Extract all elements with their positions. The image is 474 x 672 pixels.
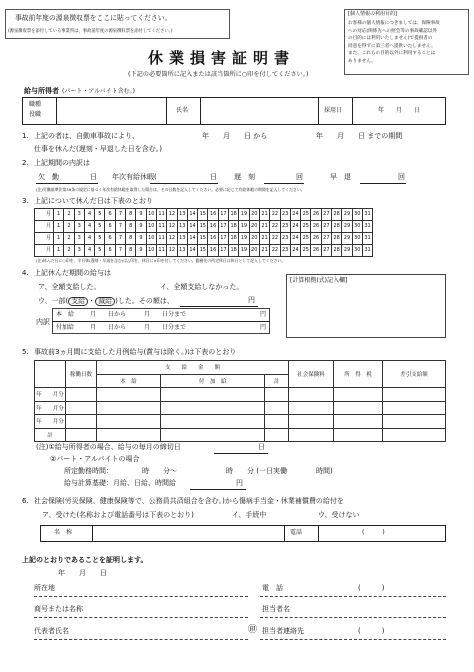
calendar-day[interactable]: 25 [301, 209, 311, 221]
s2-paid-day[interactable]: 日 [210, 173, 217, 181]
s5-note-4: 給与計算基礎：月給、日給、時間給 [64, 479, 176, 487]
calendar-day[interactable]: 2 [64, 221, 74, 233]
calendar-day[interactable]: 7 [115, 221, 125, 233]
calendar-day[interactable]: 28 [332, 245, 342, 257]
s6-name-field[interactable] [96, 528, 280, 540]
cert-staff-label: 担当者名 [262, 605, 290, 613]
calendar-day[interactable]: 19 [239, 221, 249, 233]
cell[interactable] [265, 401, 289, 415]
calendar-day[interactable]: 29 [342, 221, 352, 233]
calendar-day[interactable]: 26 [311, 245, 321, 257]
s4-base-range[interactable]: 月 日から 月 日分まで [90, 311, 187, 318]
calendar-day[interactable]: 19 [239, 245, 249, 257]
calendar-day[interactable]: 26 [311, 209, 321, 221]
calendar-day[interactable]: 24 [290, 245, 300, 257]
calendar-day[interactable]: 4 [84, 245, 94, 257]
calendar-day[interactable]: 14 [187, 245, 197, 257]
calendar-day[interactable]: 20 [249, 209, 259, 221]
s4-cut-oval[interactable]: 減給 [95, 297, 115, 306]
s1-to-date[interactable]: 年 月 日 までの期間 [316, 132, 403, 140]
s1-line1: 上記の者は、自動車事故により、 [34, 132, 139, 140]
name-label: 氏名 [176, 107, 189, 114]
calendar-day[interactable]: 31 [362, 209, 372, 221]
hdr-social: 社会保険料 [289, 361, 334, 388]
calendar-day[interactable]: 1 [54, 233, 64, 245]
hdr-net: 差引支給額 [383, 361, 446, 388]
calendar-day[interactable]: 11 [156, 221, 166, 233]
calendar-day[interactable]: 25 [301, 245, 311, 257]
privacy-line: 同意を得ずに第三者へ提供いたしません。 [348, 43, 436, 49]
calendar-day[interactable]: 28 [332, 221, 342, 233]
hdr-total: 計 [265, 374, 289, 388]
calendar-day[interactable]: 20 [249, 245, 259, 257]
calendar-day[interactable]: 2 [64, 233, 74, 245]
cell[interactable] [383, 415, 446, 429]
calendar-row [35, 209, 373, 221]
calendar-day[interactable]: 3 [74, 221, 84, 233]
calendar-day[interactable]: 22 [270, 233, 280, 245]
document-subtitle: (下記の必要箇所に記入または該当箇所に○印を付してください。) [128, 71, 309, 78]
s4-base-label: 本 給 [56, 311, 75, 318]
position-label-2: 役職 [29, 111, 42, 118]
cell[interactable] [161, 415, 265, 429]
calendar-day[interactable]: 5 [95, 233, 105, 245]
s3-num: 3. [22, 197, 29, 205]
calendar-day[interactable]: 11 [156, 209, 166, 221]
calendar-row [35, 245, 373, 257]
cell[interactable] [161, 388, 265, 402]
calendar-day[interactable]: 9 [136, 221, 146, 233]
calendar-day[interactable]: 21 [259, 209, 269, 221]
privacy-line: への対応(関係先への照会等の事故確認以外 [348, 28, 438, 34]
calendar-day[interactable]: 31 [362, 221, 372, 233]
calendar-day[interactable]: 8 [126, 233, 136, 245]
s2-late-label: 遅 刻 [234, 173, 255, 181]
document-title: 休業損害証明書 [148, 49, 296, 67]
calendar-day[interactable]: 12 [167, 245, 177, 257]
table-row-total [35, 428, 446, 442]
s4-yen: 円 [248, 296, 255, 304]
cell[interactable] [334, 415, 383, 429]
calendar-day[interactable]: 25 [301, 233, 311, 245]
cert-rep-label: 代表者氏名 [34, 627, 69, 635]
calendar-day[interactable]: 3 [74, 233, 84, 245]
s5-line1: 事故前3ヵ月間に支給した月例給与(賞与は除く。)は下表のとおり [34, 348, 237, 356]
s2-note: (注)労働基準法第39条の規定に基づく年次有給休暇を取得した場合は、その日数を記入してください。必要に応じて有給休暇の期間を記入してください。 [36, 187, 305, 192]
row-month: 年 月分 [35, 401, 66, 415]
s6-num: 6. [22, 497, 29, 505]
s2-absence-label: 欠 勤 [38, 173, 59, 181]
calendar-day[interactable]: 10 [146, 245, 156, 257]
calendar-day[interactable]: 23 [280, 233, 290, 245]
calendar-day[interactable]: 13 [177, 245, 187, 257]
cert-phone-field[interactable]: ( ) [358, 584, 385, 592]
calendar-day[interactable]: 27 [321, 209, 331, 221]
cell[interactable] [289, 428, 334, 442]
row-month: 年 月分 [35, 388, 66, 402]
s5-note-2: ②パート・アルバイトの場合 [50, 455, 140, 463]
cert-company-label: 商号または名称 [34, 605, 83, 613]
cert-statement: 上記のとおりであることを証明します。 [22, 556, 148, 564]
calendar-day[interactable]: 9 [136, 245, 146, 257]
privacy-lines [348, 20, 440, 65]
calendar-day[interactable]: 9 [136, 209, 146, 221]
calendar-day[interactable]: 16 [208, 221, 218, 233]
s5-note-3: 所定勤務時間： [64, 467, 113, 475]
calendar-day[interactable]: 29 [342, 233, 352, 245]
hire-date-field[interactable]: 年 月 日 [378, 107, 421, 114]
privacy-line: ありません。 [348, 58, 376, 64]
cell[interactable] [66, 428, 97, 442]
calendar-day[interactable]: 6 [105, 245, 115, 257]
cert-staff-tel-field[interactable]: ( ) [358, 627, 385, 635]
s5-note-1-day[interactable]: 日 [258, 443, 265, 451]
calendar-day[interactable]: 17 [218, 233, 228, 245]
s4-base-yen: 円 [260, 311, 267, 318]
s6-tel-label: 電話 [290, 529, 303, 536]
calendar-day[interactable]: 31 [362, 245, 372, 257]
calendar-day[interactable]: 21 [259, 221, 269, 233]
row-total: 計 [35, 428, 66, 442]
calendar-day[interactable]: 7 [115, 245, 125, 257]
cell[interactable] [265, 388, 289, 402]
s4-allow-yen: 円 [260, 324, 267, 331]
cell[interactable] [97, 415, 161, 429]
calendar-day[interactable]: 1 [54, 245, 64, 257]
calendar-day[interactable]: 30 [352, 233, 362, 245]
cell[interactable] [265, 428, 289, 442]
privacy-title: [個人情報の利用目的] [348, 11, 397, 17]
calendar-day[interactable]: 5 [95, 221, 105, 233]
cell[interactable] [66, 415, 97, 429]
s1-from-date[interactable]: 年 月 日 から [202, 132, 268, 140]
calendar-day[interactable]: 21 [259, 233, 269, 245]
cell[interactable] [289, 401, 334, 415]
calendar-row [35, 233, 373, 245]
cell[interactable] [334, 388, 383, 402]
calendar-day[interactable]: 16 [208, 233, 218, 245]
hdr-tax: 所 得 税 [334, 361, 383, 388]
calendar-day[interactable]: 18 [229, 221, 239, 233]
calendar-day[interactable]: 4 [84, 209, 94, 221]
calendar-day[interactable]: 8 [126, 245, 136, 257]
calendar-day[interactable]: 27 [321, 233, 331, 245]
calc-basis-title: [計算根拠(式)記入欄] [290, 277, 348, 284]
calendar-day[interactable]: 18 [229, 245, 239, 257]
cell[interactable] [66, 401, 97, 415]
absence-calendar [34, 208, 373, 257]
s1-line2: 仕事を休んだ(遅刻・早退した日を含む。) [34, 145, 162, 153]
calendar-day[interactable]: 26 [311, 221, 321, 233]
seal-icon: ㊞ [248, 625, 258, 635]
calendar-day[interactable]: 10 [146, 209, 156, 221]
s5-note-3-start[interactable]: 時 分〜 [142, 467, 177, 475]
calendar-day[interactable]: 14 [187, 233, 197, 245]
privacy-line: の目的には利用いたしません)で提供者の [348, 36, 433, 41]
calendar-day[interactable]: 1 [54, 209, 64, 221]
calendar-day[interactable]: 18 [229, 209, 239, 221]
table-row [35, 401, 446, 415]
calendar-day[interactable]: 10 [146, 221, 156, 233]
cert-staff-tel-label: 担当者連絡先 [262, 627, 304, 635]
s4-u-post: )した。その額は、 [115, 297, 174, 305]
calendar-day[interactable]: 22 [270, 245, 280, 257]
calendar-day[interactable]: 30 [352, 209, 362, 221]
cell[interactable] [265, 415, 289, 429]
s6-tel-field[interactable]: ( ) [362, 529, 385, 536]
table-row [35, 415, 446, 429]
position-field[interactable] [60, 102, 160, 120]
calendar-day[interactable]: 19 [239, 233, 249, 245]
s4-allow-range[interactable]: 月 日から 月 日分まで [90, 324, 187, 331]
s4-u-pre: ウ、一部( [38, 297, 69, 305]
calendar-day[interactable]: 3 [74, 245, 84, 257]
position-label-1: 職種 [29, 101, 42, 108]
calendar-month-label[interactable]: 月 [35, 221, 54, 233]
calendar-day[interactable]: 13 [177, 233, 187, 245]
s6-option-u[interactable]: ウ、受けない [318, 511, 360, 519]
cell[interactable] [97, 388, 161, 402]
calendar-day[interactable]: 30 [352, 221, 362, 233]
calendar-day[interactable]: 19 [239, 209, 249, 221]
calendar-day[interactable]: 17 [218, 209, 228, 221]
calendar-day[interactable]: 21 [259, 245, 269, 257]
calendar-day[interactable]: 10 [146, 233, 156, 245]
calendar-day[interactable]: 12 [167, 209, 177, 221]
calendar-day[interactable]: 15 [198, 233, 208, 245]
calendar-day[interactable]: 31 [362, 233, 372, 245]
cell[interactable] [383, 388, 446, 402]
cell[interactable] [289, 415, 334, 429]
cell[interactable] [97, 401, 161, 415]
calendar-day[interactable]: 23 [280, 221, 290, 233]
s5-note-3-end[interactable]: 時 分 (一日実働 [226, 467, 287, 475]
s4-allow-label: 付加給 [56, 324, 75, 331]
calendar-day[interactable]: 7 [115, 233, 125, 245]
calendar-day[interactable]: 15 [198, 245, 208, 257]
calendar-day[interactable]: 22 [270, 209, 280, 221]
calendar-day[interactable]: 5 [95, 209, 105, 221]
s5-note-3-hours[interactable]: 時間) [316, 467, 333, 475]
calendar-day[interactable]: 2 [64, 245, 74, 257]
calendar-day[interactable]: 20 [249, 233, 259, 245]
calendar-day[interactable]: 29 [342, 245, 352, 257]
calendar-day[interactable]: 3 [74, 209, 84, 221]
s4-pay-oval[interactable]: 支給 [68, 297, 88, 306]
s6-option-a[interactable]: ア、受けた(名称および電話番号は下表のとおり) [42, 511, 194, 519]
notice-line-1: 事故前年度の源泉徴収票をここに貼ってください。 [15, 14, 172, 22]
s2-absence-day[interactable]: 日 [90, 173, 97, 181]
cell[interactable] [289, 388, 334, 402]
calendar-day[interactable]: 16 [208, 245, 218, 257]
cell[interactable] [334, 401, 383, 415]
table-row [35, 388, 446, 402]
s6-line1: 社会保険(労災保険、健康保険等で、公務員共済組合を含む。)から傷病手当金・休業補償費の給付を [34, 497, 344, 505]
name-field[interactable] [205, 102, 313, 120]
calendar-day[interactable]: 5 [95, 245, 105, 257]
cell[interactable] [161, 428, 265, 442]
calendar-day[interactable]: 6 [105, 221, 115, 233]
calendar-day[interactable]: 15 [198, 221, 208, 233]
hire-date-label: 採用日 [324, 107, 343, 114]
s5-note-1: (注)①給与所得者の場合、給与の毎月の締切日 [36, 443, 181, 451]
cell[interactable] [383, 401, 446, 415]
calendar-day[interactable]: 24 [290, 221, 300, 233]
calendar-day[interactable]: 14 [187, 209, 197, 221]
calendar-month-label[interactable]: 月 [35, 245, 54, 257]
calendar-day[interactable]: 24 [290, 233, 300, 245]
calendar-day[interactable]: 18 [229, 233, 239, 245]
calendar-day[interactable]: 1 [54, 221, 64, 233]
calendar-row [35, 221, 373, 233]
s5-note-4-yen[interactable]: 円 [236, 479, 243, 487]
hdr-workdays: 稼働日数 [66, 361, 97, 388]
s1-num: 1. [22, 132, 29, 140]
s5-num: 5. [22, 348, 29, 356]
s2-paid-label: 年次有給休暇( [112, 173, 157, 181]
calendar-day[interactable]: 28 [332, 233, 342, 245]
cert-date[interactable]: 年 月 日 [58, 569, 107, 577]
cell[interactable] [334, 428, 383, 442]
calendar-day[interactable]: 23 [280, 209, 290, 221]
calendar-day[interactable]: 17 [218, 221, 228, 233]
s3-line1: 上記について休んだ日は下表のとおり [34, 197, 153, 205]
privacy-line: お客様の個人情報につきましては、保険事故 [348, 21, 440, 26]
calendar-day[interactable]: 8 [126, 221, 136, 233]
calendar-day[interactable]: 16 [208, 209, 218, 221]
s2-early-label: 早 退 [330, 173, 351, 181]
calendar-day[interactable]: 4 [84, 221, 94, 233]
calendar-day[interactable]: 30 [352, 245, 362, 257]
cell[interactable] [161, 401, 265, 415]
calendar-day[interactable]: 27 [321, 245, 331, 257]
monthly-pay-table [34, 360, 446, 442]
calendar-day[interactable]: 24 [290, 209, 300, 221]
calendar-day[interactable]: 13 [177, 209, 187, 221]
s2-num: 2. [22, 159, 29, 167]
s2-early-times[interactable]: 回 [398, 173, 405, 181]
calendar-day[interactable]: 4 [84, 233, 94, 245]
calendar-day[interactable]: 28 [332, 209, 342, 221]
notice-line-2: (源泉徴収票を添付している事業所は、事故前年度の源泉徴収票を添付してください。) [8, 29, 173, 34]
calendar-day[interactable]: 9 [136, 233, 146, 245]
applicant-note: (パート・アルバイト含む。) [62, 88, 136, 95]
calendar-day[interactable]: 27 [321, 221, 331, 233]
applicant-label: 給与所得者 [24, 87, 59, 95]
cert-phone-label: 電 話 [262, 584, 283, 592]
calendar-day[interactable]: 2 [64, 209, 74, 221]
calendar-day[interactable]: 12 [167, 221, 177, 233]
calendar-day[interactable]: 6 [105, 209, 115, 221]
s4-breakdown-label: 内訳 [36, 318, 50, 326]
s2-late-times[interactable]: 回 [296, 173, 303, 181]
privacy-line: また、これらの目的以外に利用することは [348, 51, 436, 56]
s2-line1: 上記期間の内訳は [34, 159, 90, 167]
calendar-day[interactable]: 29 [342, 209, 352, 221]
calendar-day[interactable]: 12 [167, 233, 177, 245]
s3-note: (注)休んだ日に○印を、半日休(遅刻・早退を含む)は△印を、休日に×印を付してください。勤務先の所定休日は休日として記入してください。 [36, 258, 286, 263]
calendar-day[interactable]: 11 [156, 233, 166, 245]
calendar-day[interactable]: 22 [270, 221, 280, 233]
calendar-day[interactable]: 20 [249, 221, 259, 233]
cell[interactable] [383, 428, 446, 442]
calendar-day[interactable]: 23 [280, 245, 290, 257]
cert-address-label: 所在地 [34, 584, 55, 592]
calendar-month-label[interactable]: 月 [35, 233, 54, 245]
cell[interactable] [97, 428, 161, 442]
row-month: 年 月分 [35, 415, 66, 429]
calendar-day[interactable]: 6 [105, 233, 115, 245]
s4-option-i[interactable]: イ、全額支給しなかった。 [160, 283, 244, 291]
hdr-pay: 支 給 金 額 [97, 361, 289, 375]
calendar-day[interactable]: 17 [218, 245, 228, 257]
hdr-allow: 付 加 給 [161, 374, 265, 388]
calendar-day[interactable]: 15 [198, 209, 208, 221]
s4-option-a[interactable]: ア、全額支給した。 [38, 283, 101, 291]
s4-line1: 上記休んだ期間の給与は [34, 269, 111, 277]
calendar-day[interactable]: 11 [156, 245, 166, 257]
calendar-day[interactable]: 7 [115, 209, 125, 221]
s4-num: 4. [22, 269, 29, 277]
s6-name-label: 名 称 [54, 529, 73, 536]
cell[interactable] [66, 388, 97, 402]
calendar-day[interactable]: 8 [126, 209, 136, 221]
s6-option-i[interactable]: イ、手続中 [232, 511, 267, 519]
calendar-month-label[interactable]: 月 [35, 209, 54, 221]
calendar-day[interactable]: 14 [187, 221, 197, 233]
hdr-base: 本 給 [97, 374, 161, 388]
calendar-day[interactable]: 26 [311, 233, 321, 245]
calendar-day[interactable]: 13 [177, 221, 187, 233]
calendar-day[interactable]: 25 [301, 221, 311, 233]
s4-option-u[interactable]: ウ、一部( 支給 ・ 減給 )した。その額は、 [38, 297, 174, 305]
